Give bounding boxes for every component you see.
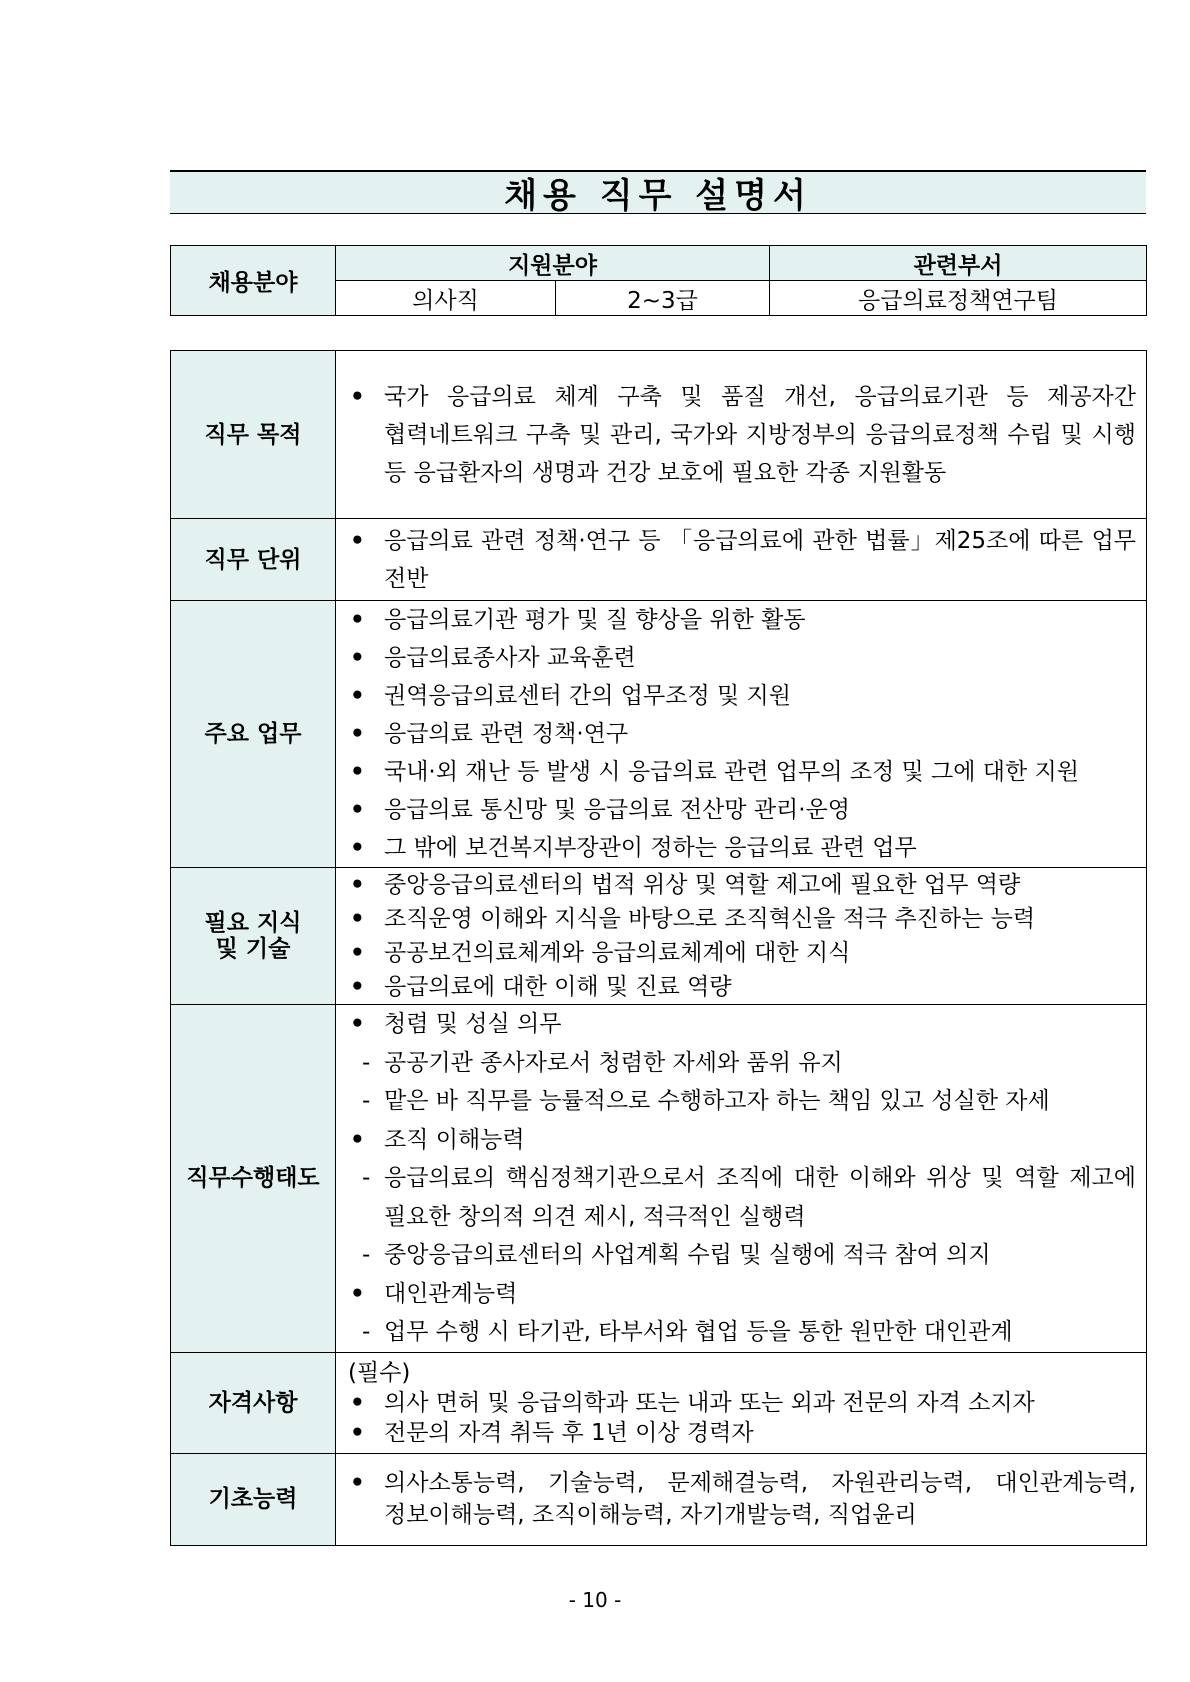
qualification-item: • 전문의 자격 취득 후 1년 이상 경력자 [348, 1418, 1136, 1448]
grade-cell: 2~3급 [556, 281, 770, 316]
recruitment-field-table [170, 245, 1147, 316]
knowledge-item: • 공공보건의료체계와 응급의료체계에 대한 지식 [348, 936, 1136, 970]
job-type-cell: 의사직 [336, 281, 556, 316]
attitude-item: • 대인관계능력 [348, 1275, 1136, 1314]
qualification-note: (필수) [348, 1359, 411, 1386]
job-description-table [170, 350, 1147, 1546]
qualification-list [348, 1358, 1136, 1448]
basic-ability-item: • 의사소통능력, 기술능력, 문제해결능력, 자원관리능력, 대인관계능력, 정보이해능력, 조직이해능력, 자기개발능력, 직업윤리 [348, 1467, 1136, 1531]
duty-item: • 그 밖에 보건복지부장관이 정하는 응급의료 관련 업무 [348, 829, 1136, 867]
apply-field-header: 지원분야 [336, 246, 770, 281]
attitude-subitem: - 맡은 바 직무를 능률적으로 수행하고자 하는 책임 있고 성실한 자세 [348, 1082, 1136, 1121]
knowledge-item: • 응급의료에 대한 이해 및 진료 역량 [348, 970, 1136, 1004]
attitude-subitem: - 공공기관 종사자로서 청렴한 자세와 품위 유지 [348, 1044, 1136, 1083]
duties-row [171, 601, 1147, 868]
knowledge-label-line2: 및 기술 [215, 936, 291, 962]
document-title: 채용 직무 설명서 [504, 176, 812, 216]
duty-item: • 응급의료종사자 교육훈련 [348, 639, 1136, 677]
unit-row [171, 519, 1147, 601]
attitude-item: • 조직 이해능력 [348, 1121, 1136, 1160]
duty-item: • 응급의료 통신망 및 응급의료 전산망 관리·운영 [348, 791, 1136, 829]
unit-item: • 응급의료 관련 정책·연구 등 「응급의료에 관한 법률」제25조에 따른 업무 전반 [348, 522, 1136, 598]
department-cell: 응급의료정책연구팀 [770, 281, 1147, 316]
attitude-subitem: - 업무 수행 시 타기관, 타부서와 협업 등을 통한 원만한 대인관계 [348, 1313, 1136, 1352]
knowledge-label-line1: 필요 지식 [204, 910, 302, 936]
unit-list [348, 522, 1136, 598]
duty-item: • 응급의료 관련 정책·연구 [348, 715, 1136, 753]
knowledge-row [171, 868, 1147, 1005]
knowledge-list [348, 868, 1136, 1004]
duty-item: • 국내·외 재난 등 발생 시 응급의료 관련 업무의 조정 및 그에 대한 지원 [348, 753, 1136, 791]
purpose-label: 직무 목적 [171, 351, 336, 519]
attitude-list [348, 1005, 1136, 1352]
page-number: - 10 - [568, 1588, 622, 1612]
attitude-subitem: - 응급의료의 핵심정책기관으로서 조직에 대한 이해와 위상 및 역할 제고에 필요한 창의적 의견 제시, 적극적인 실행력 [348, 1159, 1136, 1236]
attitude-subitem: - 중앙응급의료센터의 사업계획 수립 및 실행에 적극 참여 의지 [348, 1236, 1136, 1275]
knowledge-item: • 조직운영 이해와 지식을 바탕으로 조직혁신을 적극 추진하는 능력 [348, 902, 1136, 936]
qualification-row [171, 1352, 1147, 1453]
duties-list [348, 601, 1136, 867]
unit-label: 직무 단위 [171, 519, 336, 601]
qualification-label: 자격사항 [171, 1352, 336, 1453]
duty-item: • 응급의료기관 평가 및 질 향상을 위한 활동 [348, 601, 1136, 639]
basic-ability-row [171, 1453, 1147, 1545]
purpose-list [348, 378, 1136, 492]
duties-label: 주요 업무 [171, 601, 336, 868]
attitude-item: • 청렴 및 성실 의무 [348, 1005, 1136, 1044]
title-bar [170, 170, 1146, 214]
basic-ability-list [348, 1467, 1136, 1531]
duty-item: • 권역응급의료센터 간의 업무조정 및 지원 [348, 677, 1136, 715]
basic-ability-label: 기초능력 [171, 1453, 336, 1545]
qualification-item: • 의사 면허 및 응급의학과 또는 내과 또는 외과 전문의 자격 소지자 [348, 1388, 1136, 1418]
purpose-item: • 국가 응급의료 체계 구축 및 품질 개선, 응급의료기관 등 제공자간 협력네트워크 구축 및 관리, 국가와 지방정부의 응급의료정책 수립 및 시행 등 응급환자의 생명과 건강 보호에 필요한 각종 지원활동 [348, 378, 1136, 492]
department-header: 관련부서 [770, 246, 1147, 281]
purpose-row [171, 351, 1147, 519]
attitude-row [171, 1005, 1147, 1353]
field-row-header: 채용분야 [171, 246, 336, 316]
attitude-label: 직무수행태도 [171, 1005, 336, 1353]
knowledge-item: • 중앙응급의료센터의 법적 위상 및 역할 제고에 필요한 업무 역량 [348, 868, 1136, 902]
